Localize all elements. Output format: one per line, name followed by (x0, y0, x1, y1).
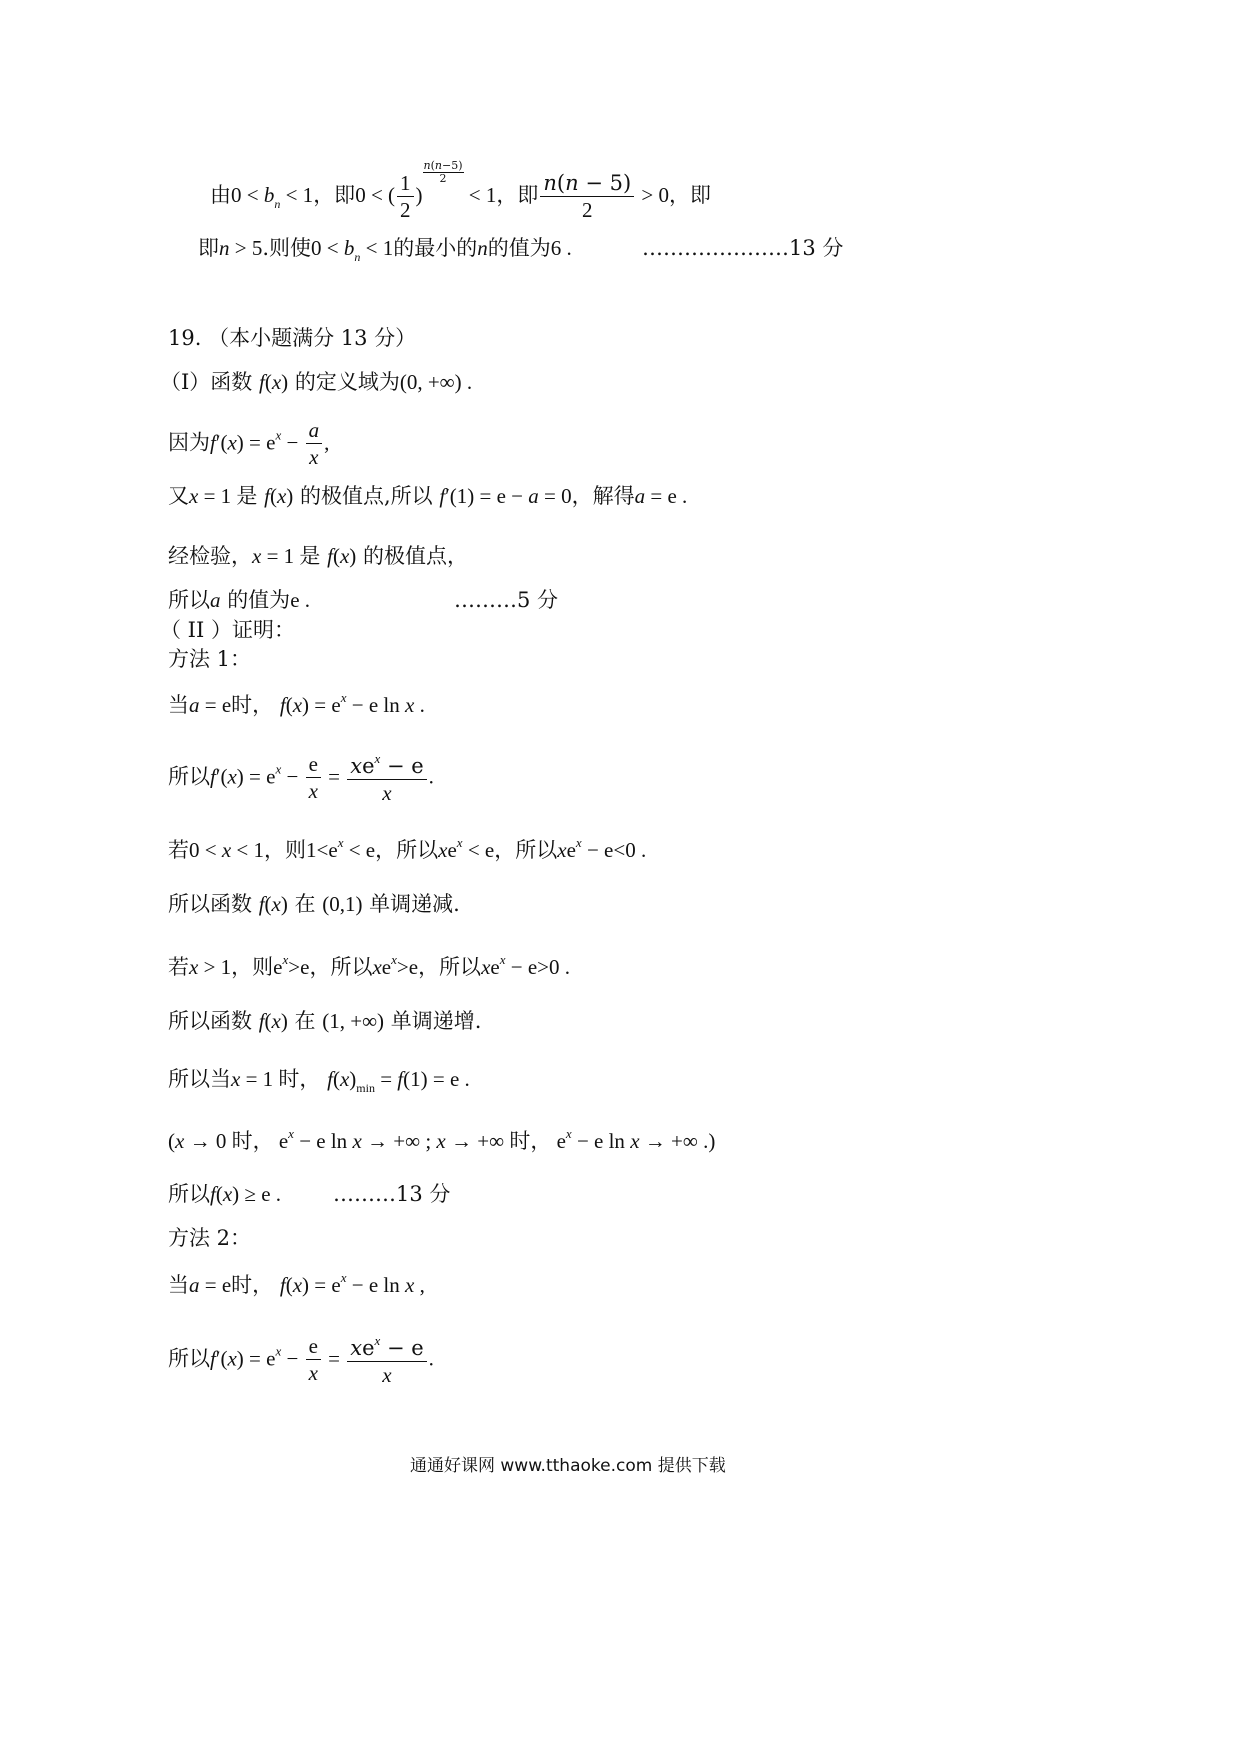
fraction-n-n-5: $\frac{n(n - 5)}{2}$ (540, 173, 634, 221)
score-13-b: ………13 分 (333, 1182, 451, 1206)
score-5: ………5 分 (454, 588, 559, 612)
line-13: 若0 < x < 1，则$1<e^x < e$，所以$xe^x < e$，所以$xe^x - e<0$ . (168, 835, 647, 862)
line-21: 当a = e时， $f(x) = e^x - e$ ln x , (168, 1270, 425, 1297)
line-19: 所以f(x) ≥ e . (168, 1182, 282, 1206)
line-12: 所以$f'(x) = e^x$ − $\frac{e}{x}$ = $\frac{xe^x - e}{x}$ . (168, 751, 434, 805)
line-7: 经检验，x = 1 是 f(x) 的极值点， (168, 544, 468, 568)
fraction-e-over-x-2: $\frac{e}{x}$ (306, 1336, 321, 1384)
line-8: 所以a 的值为e . (168, 588, 311, 612)
question-19-heading: 19. （本小题满分 13 分） (168, 326, 417, 350)
fraction-xex-minus-e-2: $\frac{xe^x - e}{x}$ (347, 1334, 426, 1386)
fraction-e-over-x: $\frac{e}{x}$ (306, 754, 321, 802)
fraction-half: $\frac{1}{2}$ (397, 173, 414, 221)
line-1: 由$0 < b_n < 1$，即0 < ( $\frac{1}{2}$ ) $\frac{n(n-5)}{2} < 1$，即 $\frac{n(n - 5)}{2}$ > 0，即 (210, 159, 711, 222)
fraction-xex-minus-e: $\frac{xe^x - e}{x}$ (347, 752, 426, 804)
fraction-a-over-x: $\frac{a}{x}$ (306, 420, 323, 468)
line-15: 若x > 1，则$e^x>e$，所以$xe^x>e$，所以$xe^x - e>0$ . (168, 952, 571, 979)
method-1-heading: 方法 1： (168, 647, 252, 671)
line-18: (x → 0 时， $e^x - e$ ln x → +∞ ; x → +∞ 时， $e^x - e$ ln x → +∞ .) (168, 1126, 716, 1153)
line-2: 即n > 5.则使$0 < b_n < 1$的最小的n的值为6 . (198, 236, 572, 264)
line-22: 所以$f'(x) = e^x$ − $\frac{e}{x}$ = $\frac{xe^x - e}{x}$ . (168, 1333, 434, 1387)
score-13-a: …………………13 分 (642, 236, 844, 260)
line-11: 当a = e时， $f(x) = e^x - e$ ln x . (168, 690, 425, 717)
line-14: 所以函数 f(x) 在 (0,1) 单调递减. (168, 892, 460, 916)
line-6: 又x = 1 是 f(x) 的极值点,所以 f′(1) = e − a = 0，解得a = e . (168, 484, 688, 508)
line-4: （I）函数 f(x) 的定义域为(0, +∞) . (160, 370, 473, 394)
method-2-heading: 方法 2： (168, 1226, 252, 1250)
part-2-heading: （ II ）证明： (160, 618, 295, 642)
line-5: 因为$f'(x) = e^x$ − $\frac{a}{x}$ , (168, 418, 330, 469)
page-footer: 通通好课网 www.tthaoke.com 提供下载 (410, 1456, 726, 1476)
line-16: 所以函数 f(x) 在 (1, +∞) 单调递增. (168, 1009, 482, 1033)
exponent-fraction: $\frac{n(n-5)}{2}$ (423, 159, 463, 186)
line-17: 所以当x = 1 时， $f(x)_{min} = f(1) = e$ . (168, 1067, 470, 1095)
